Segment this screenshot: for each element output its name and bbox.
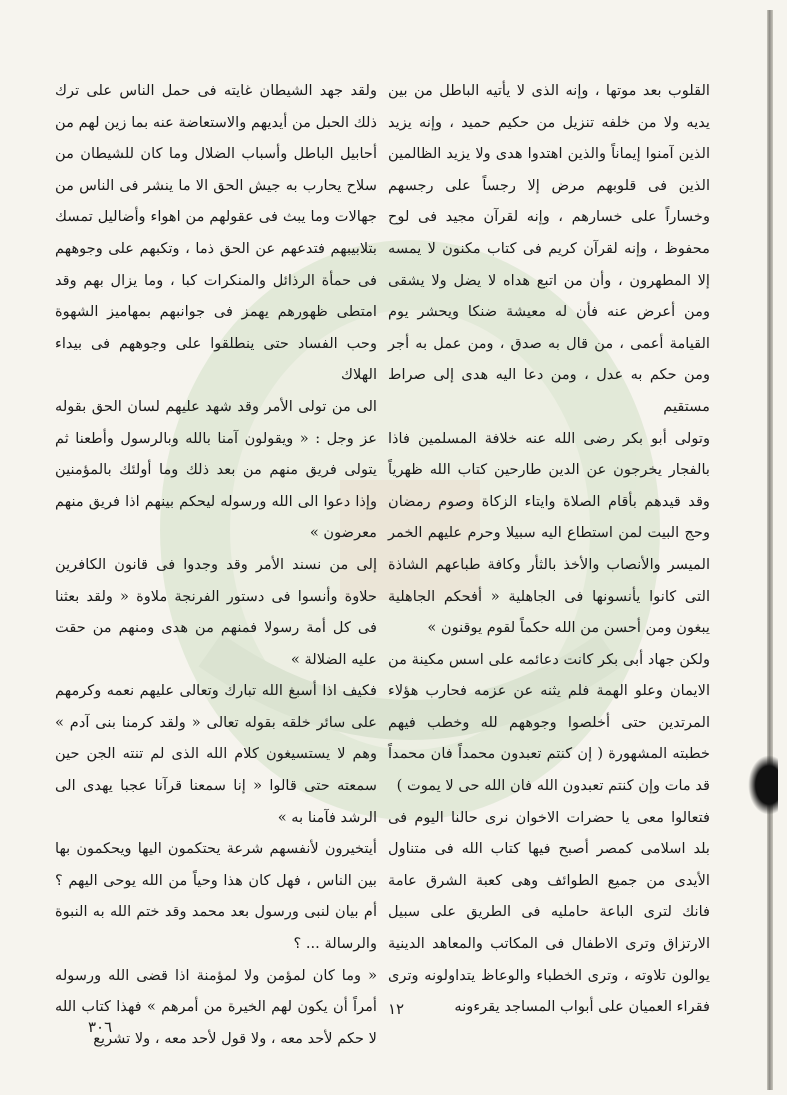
paragraph: الى من تولى الأمر وقد شهد عليهم لسان الحق بقوله عز وجل : « ويقولون آمنا بالله وبالرسول وأطعنا ثم يتولى فريق منهم من بعد ذلك وما أولئك بالمؤمنين وإذا دعوا الى الله ورسوله ليحكم بينهم اذا فريق منهم معرضون » [55, 397, 377, 542]
paragraph: إلى من نسند الأمر وقد وجدوا فى قانون الكافرين حلاوة وأنسوا فى دستور الفرنجة ملاوة « ولقد بعثنا فى كل أمة رسولا فمنهم من هدى ومنهم من حقت عليه الضلالة » [55, 555, 377, 668]
paragraph: القلوب بعد موتها ، وإنه الذى لا يأتيه الباطل من بين يديه ولا من خلفه تنزيل من حكيم حميد ، وإنه يزيد الذين آمنوا إيماناً والذين اهتدوا هدى ولا يزيد الظالمين الذين فى قلوبهم مرض إلا رجساً على رجسهم وخساراً على خسارهم ، وإنه لقرآن مجيد فى لوح محفوظ ، وإنه لقرآن كريم فى كتاب مكنون لا يمسه إلا المطهرون ، وأن من اتبع هداه لا يضل ولا يشقى ومن أعرض عنه فأن له معيشة ضنكا ويحشر يوم القيامة أعمى ، من قال به صدق ، ومن عمل به أجر ومن حكم به عدل ، ومن دعا اليه هدى إلى صراط مستقيم [388, 82, 710, 415]
paragraph: فكيف اذا أسبغ الله تبارك وتعالى عليهم نعمه وكرمهم على سائر خلقه بقوله تعالى « ولقد كرمنا بنى آدم » وهم لا يستسيغون كلام الله الذى لم تنته الجن حين سمعته حتى قالوا « إنا سمعنا قرآنا عجبا يهدى الى الرشد فآمنا به » [55, 682, 377, 826]
paragraph: ولكن جهاد أبى بكر كانت دعائمه على اسس مكينة من الايمان وعلو الهمة فلم يثنه عن عزمه فحارب هؤلاء المرتدين حتى أخلصوا وجوههم لله وخطب فيهم خطبته المشهورة ( إن كنتم تعبدون محمداً فان محمداً قد مات وإن كنتم تعبدون الله فان الله حى لا يموت ) [388, 650, 710, 795]
page-number-right: ١٢ [388, 1000, 405, 1018]
paragraph: أيتخيرون لأنفسهم شرعة يحتكمون اليها ويحكمون بها بين الناس ، فهل كان هذا وحياً من الله يوحى اليهم ؟ أم بيان لنبى ورسول بعد محمد وقد ختم الله به النبوة والرسالة ... ؟ [55, 840, 377, 953]
paragraph: فتعالوا معى يا حضرات الاخوان نرى حالنا اليوم فى بلد اسلامى كمصر أصبح فيها كتاب الله فى متناول الأيدى من جميع الطوائف وهى كعبة الشرق عامة فانك لترى الباعة حامليه فى الطريق على سبيل الارتزاق وترى الاطفال فى المكاتب والمعاهد الدينية يوالون تلاوته ، وترى الخطباء والوعاظ يتداولونه وترى فقراء العميان على أبواب المساجد يقرءونه [388, 808, 710, 1016]
ink-mark [748, 755, 778, 815]
right-column [388, 75, 710, 1025]
paragraph: « وما كان لمؤمن ولا لمؤمنة اذا قضى الله ورسوله أمراً أن يكون لهم الخيرة من أمرهم » فهذا كتاب الله لا حكم لأحد معه ، ولا قول لأحد معه ، ولا تشريع [55, 966, 377, 1047]
paragraph: ولقد جهد الشيطان غايته فى حمل الناس على ترك ذلك الحبل من أيديهم والاستعاضة عنه بما زين لهم من أحابيل الباطل وأسباب الضلال وما كان للشيطان من سلاح يحارب به جيش الحق الا ما ينشر فى الناس من جهالات وما يبث فى عقولهم من اهواء وأضاليل تمسك بتلابيبهم فتدعهم عن الحق ذما ، وتكبهم على وجوههم فى حمأة الرذائل والمنكرات كبا ، وما يزال بهم وقد امتطى ظهورهم يهمز فى جوانبهم بمهاميز الشهوة وحب الفساد حتى ينطلقوا على وجوههم فى بيداء الهلاك [55, 82, 377, 384]
page-number-left: ٣٠٦ [88, 1018, 113, 1036]
binding-edge [767, 10, 773, 1090]
paragraph: وتولى أبو بكر رضى الله عنه خلافة المسلمين فاذا بالفجار يخرجون عن الدين طارحين كتاب الله ظهرياً وقد قيدهم بأقام الصلاة وايتاء الزكاة وصوم رمضان وحج البيت لمن استطاع اليه سبيلا وحرم عليهم الخمر الميسر والأنصاب والأخذ بالثأر وكافة طباعهم الشاذة التى كانوا يأنسونها فى الجاهلية « أفحكم الجاهلية يبغون ومن أحسن من الله حكماً لقوم يوقنون » [388, 429, 710, 637]
